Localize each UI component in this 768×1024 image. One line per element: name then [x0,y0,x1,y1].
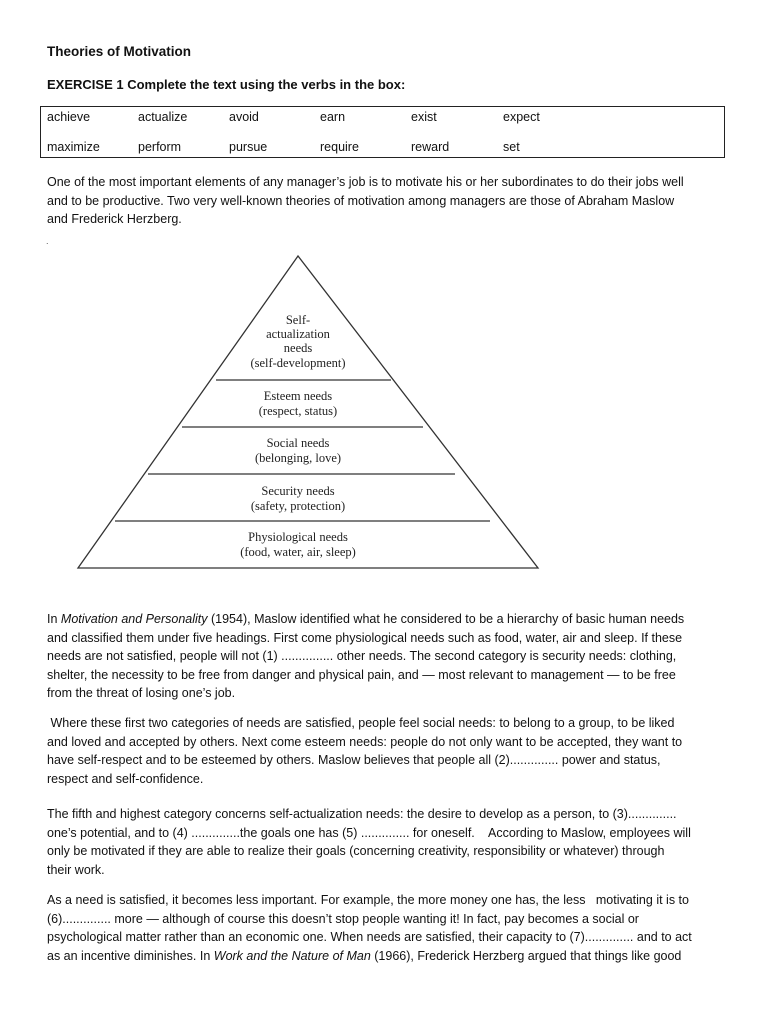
text-line: Where these first two categories of needs are satisfied, people feel social needs: to belong to a group, to be liked [47,716,675,730]
level5-label: actualization [266,327,330,341]
level2-sublabel: (safety, protection) [250,499,346,513]
level4-label: Esteem needs [263,389,333,403]
paragraph-2 [47,714,727,788]
verb-item: avoid [229,110,259,124]
text-line: and Frederick Herzberg. [47,212,182,226]
text-line: respect and self-confidence. [47,771,204,786]
verb-item: exist [411,110,437,124]
verb-item: actualize [138,110,188,124]
level4-sublabel: (respect, status) [258,404,338,418]
paragraph-4 [47,891,727,965]
text-line: shelter, the necessity to be free from danger and physical pain, and — most relevant to management — to be free [47,667,676,682]
book-title: Motivation and Personality [60,612,208,626]
text-line [47,610,727,629]
text-line: one’s potential, and to (4) ..............the goals one has (5) .............. for oneself. According to Maslow, employees will [47,825,691,840]
verb-item: achieve [47,110,91,124]
text-line: from the threat of losing one’s job. [47,686,236,700]
text-line: and loved and accepted by others. Next come esteem needs: people do not only want to be accepted, they want to [47,734,683,749]
level5-label: needs [283,341,313,355]
text-run: (1966), Frederick Herzberg argued that things like good [370,948,682,963]
verb-item: perform [138,140,182,154]
text-line: their work. [47,862,105,877]
maslow-pyramid [40,244,630,589]
text-run: In [47,612,61,626]
text-run: as an incentive diminishes. In [47,948,214,963]
text-line: The fifth and highest category concerns self-actualization needs: the desire to develop as a person, to (3).............. [47,807,677,821]
text-line: needs are not satisfied, people will not (1) ............... other needs. The second category is security needs: clothing, [47,649,677,663]
verb-item: require [320,140,359,154]
level2-label: Security needs [261,484,335,498]
text-line [47,947,727,966]
verb-item: expect [503,110,540,124]
text-line: (6).............. more — although of course this doesn’t stop people wanting it! In fact, pay becomes a social or [47,911,639,926]
verb-item: pursue [229,140,268,154]
paragraph-1 [47,610,727,703]
paragraph-3 [47,805,727,879]
level3-label: Social needs [266,436,330,450]
verb-item: earn [320,110,346,124]
level5-label: Self- [285,313,311,327]
exercise-instruction: EXERCISE 1 Complete the text using the verbs in the box: [47,77,406,92]
level1-label: Physiological needs [248,530,348,544]
text-line: psychological matter rather than an economic one. When needs are satisfied, their capacity to (7).............. and to act [47,930,692,944]
text-line: and classified them under five headings. First come physiological needs such as food, water, air and sleep. If these [47,630,683,645]
intro-paragraph [47,173,727,229]
verb-box [40,106,725,158]
verb-item: maximize [47,140,100,154]
book-title: Work and the Nature of Man [213,948,371,963]
page-title: Theories of Motivation [47,44,192,59]
text-line: As a need is satisfied, it becomes less important. For example, the more money one has, the less motivating it is to [47,893,689,907]
stray-mark: . [46,236,49,246]
text-line: have self-respect and to be esteemed by others. Maslow believes that people all (2).............. power and status, [47,753,661,767]
text-run: (1954), Maslow identified what he considered to be a hierarchy of basic human needs [207,612,685,626]
level1-sublabel: (food, water, air, sleep) [240,545,356,559]
text-line: One of the most important elements of any manager’s job is to motivate his or her subordinates to do their jobs well [47,175,684,189]
level5-sublabel: (self-development) [250,356,346,370]
text-line: and to be productive. Two very well-known theories of motivation among managers are those of Abraham Maslow [47,193,675,208]
verb-item: reward [411,140,450,154]
verb-item: set [503,140,520,154]
level3-sublabel: (belonging, love) [254,451,342,465]
text-line: only be motivated if they are able to realize their goals (concerning creativity, responsibility or whatever) through [47,844,665,858]
